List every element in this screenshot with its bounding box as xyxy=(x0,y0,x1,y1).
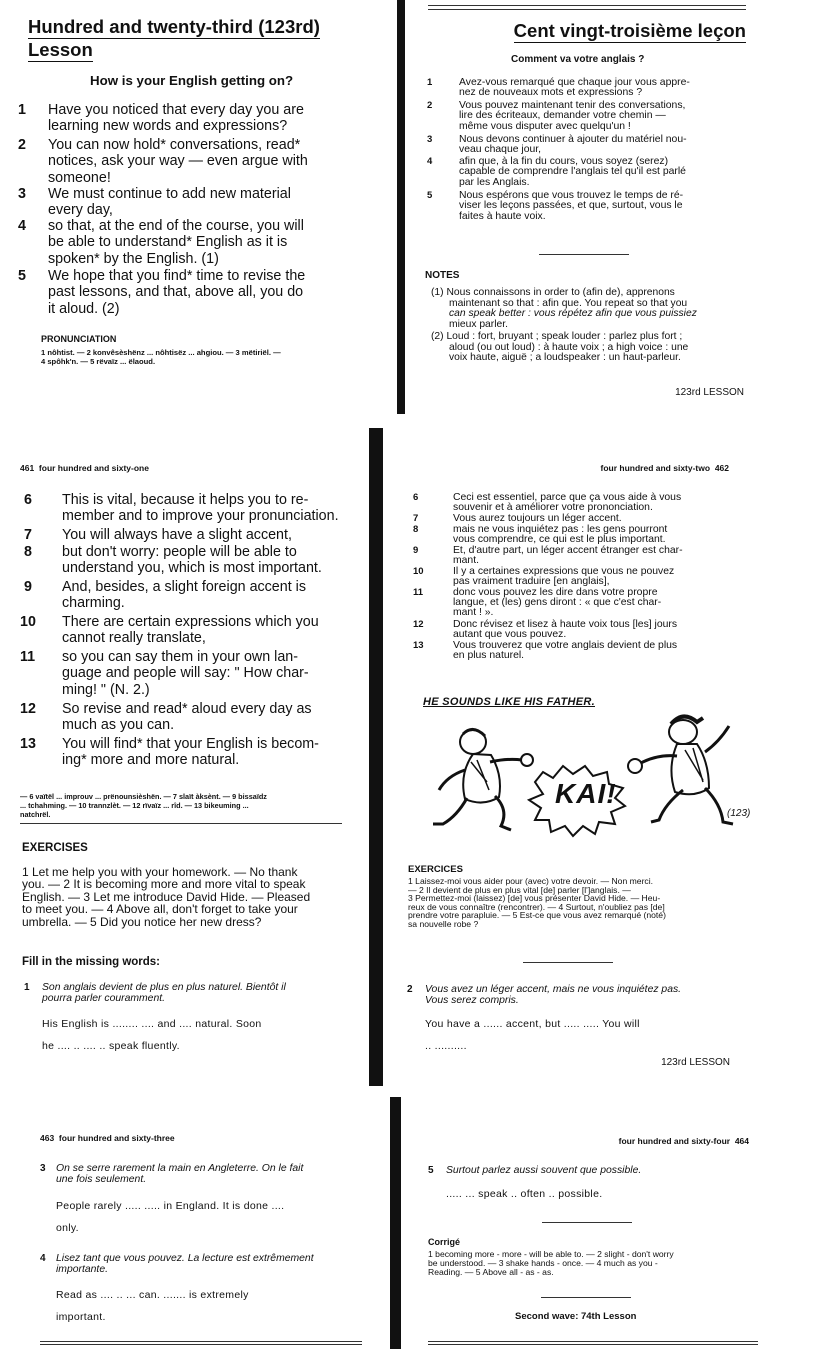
line-text: You will always have a slight accent, xyxy=(62,527,292,543)
dialogue-line xyxy=(16,492,361,527)
question-english-line[interactable]: His English is ........ .... and .... natural. Soon xyxy=(42,1018,262,1030)
dialogue-line xyxy=(16,614,361,649)
exercise-line: you. — 2 It is becoming more and more vital to speak xyxy=(22,877,306,892)
line-number: 5 xyxy=(427,190,433,201)
line-number: 5 xyxy=(18,268,26,284)
line-text: We must continue to add new material xyxy=(48,186,291,202)
page-463 xyxy=(0,1120,388,1349)
book-spine-bottom xyxy=(390,1097,401,1349)
line-text: ing* more and more natural. xyxy=(62,752,240,769)
exercices-heading: EXERCICES xyxy=(408,864,463,875)
question-english-line[interactable]: You have a ...... accent, but ..... ..... You will xyxy=(425,1018,640,1030)
notes-body xyxy=(431,288,749,364)
question-number: 4 xyxy=(40,1253,46,1264)
page-number: 461 xyxy=(20,463,35,473)
exercices-text xyxy=(408,877,753,929)
line-text: Et, d'autre part, un léger accent étranger est char- xyxy=(453,544,683,556)
note-line: maintenant so that : afin que. You repeat so that you xyxy=(449,297,688,309)
lecon-subtitle: Comment va votre anglais ? xyxy=(511,54,645,65)
dialogue-line xyxy=(409,514,739,525)
page-header xyxy=(619,1136,749,1146)
line-text: Donc révisez et lisez à haute voix tous [les] jours xyxy=(453,618,678,630)
dialogue-line xyxy=(409,620,739,641)
line-text: it aloud. (2) xyxy=(48,300,120,317)
question-french-line: Son anglais devient de plus en plus naturel. Bientôt il xyxy=(42,982,286,993)
line-number: 4 xyxy=(18,218,26,234)
french-dialogue-list xyxy=(423,78,753,222)
dialogue-line xyxy=(423,78,753,101)
note-line: (2) Loud : fort, bruyant ; speak louder : parlez plus fort ; xyxy=(431,331,683,342)
exercice-line: — 2 Il devient de plus en plus vital [de] parler [l']anglais. — xyxy=(408,884,631,895)
line-text: someone! xyxy=(48,169,111,186)
note-line: aloud (ou out loud) : à haute voix ; a high voice : une xyxy=(449,341,689,353)
question-french xyxy=(56,1163,303,1185)
dialogue-line xyxy=(12,218,372,268)
line-text: guage and people will say: " How char- xyxy=(62,665,309,682)
section-divider xyxy=(20,823,342,824)
line-number: 2 xyxy=(427,100,433,111)
page-number: 463 xyxy=(40,1133,55,1143)
line-text: lire des écriteaux, demander votre chemin — xyxy=(459,110,666,122)
line-number: 11 xyxy=(20,649,36,665)
exercise-line: English. — 3 Let me introduce David Hide. — Pleased xyxy=(22,889,311,904)
note-2 xyxy=(431,332,749,364)
page-number: 462 xyxy=(714,463,729,473)
dialogue-line xyxy=(16,736,361,769)
book-spine-middle xyxy=(369,428,383,1086)
line-number: 8 xyxy=(24,544,32,560)
line-text: So revise and read* aloud every day as xyxy=(62,701,312,717)
pronunciation-text xyxy=(20,792,360,819)
pronunciation-line: — 6 vaïtël ... improuv ... prënounsièshën. — 7 slaït àksènt. — 9 bissaïdz xyxy=(20,792,267,801)
question-english-line[interactable]: People rarely ..... ..... in England. It is done .... xyxy=(56,1200,285,1212)
lecon-title: Cent vingt-troisième leçon xyxy=(513,20,746,41)
bottom-rule xyxy=(428,1341,758,1345)
page-461 xyxy=(0,455,368,1095)
line-text: vous comprendre, ce qui est le plus important. xyxy=(453,533,666,545)
line-text: Nous devons continuer à ajouter du matériel nou- xyxy=(459,134,687,145)
dialogue-line xyxy=(12,137,372,186)
section-divider xyxy=(541,1297,631,1298)
line-text: Vous aurez toujours un léger accent. xyxy=(453,513,622,524)
line-text: Il y a certaines expressions que vous ne pouvez xyxy=(453,565,675,577)
line-text: viser les leçons passées, et que, surtout, vous le xyxy=(459,200,683,212)
dialogue-list xyxy=(12,102,372,317)
page-header xyxy=(20,463,149,473)
question-french-line: pourra parler couramment. xyxy=(42,993,166,1004)
exercise-line: umbrella. — 5 Did you notice her new dress? xyxy=(22,914,262,929)
line-number: 13 xyxy=(20,736,36,752)
dialogue-line xyxy=(16,527,361,544)
line-text: much as you can. xyxy=(62,717,175,734)
page-462 xyxy=(385,455,818,1095)
exercice-line: 3 Permettez-moi (laissez) [de] vous présenter David Hide. — Heu- xyxy=(408,893,661,904)
line-number: 9 xyxy=(413,544,419,556)
section-divider xyxy=(523,962,613,963)
note-line: mieux parler. xyxy=(449,318,508,330)
line-text: en plus naturel. xyxy=(453,649,525,661)
question-french xyxy=(425,984,681,1006)
page-464 xyxy=(403,1120,818,1349)
line-number: 6 xyxy=(413,492,419,503)
pronunciation-text xyxy=(41,348,381,366)
line-text: autant que vous pouvez. xyxy=(453,628,567,640)
line-text: pas vraiment traduire [en anglais], xyxy=(453,575,610,587)
dialogue-line xyxy=(423,157,753,191)
page-footer: 123rd LESSON xyxy=(675,387,744,398)
line-text: but don't worry: people will be able to xyxy=(62,544,297,560)
dialogue-line xyxy=(16,544,361,579)
dialogue-line xyxy=(423,191,753,222)
page-header xyxy=(601,463,729,473)
corrige-text xyxy=(428,1250,788,1277)
line-text: Vous pouvez maintenant tenir des conversations, xyxy=(459,100,686,111)
note-line: voix haute, aiguë ; a loudspeaker : un haut-parleur. xyxy=(449,352,681,363)
line-text: so that, at the end of the course, you will xyxy=(48,218,304,234)
left-figure-icon xyxy=(433,729,533,830)
dialogue-line xyxy=(409,567,739,588)
dialogue-line xyxy=(423,135,753,157)
section-divider xyxy=(539,254,629,255)
fill-heading: Fill in the missing words: xyxy=(22,956,161,968)
exercice-line: 1 Laissez-moi vous aider pour (avec) votre devoir. — Non merci. xyxy=(408,876,654,886)
line-text: langue, et (les) gens diront : « que c'est char- xyxy=(453,596,662,608)
line-number: 3 xyxy=(18,186,26,202)
question-french xyxy=(42,982,286,1004)
page-123rd-lesson-english xyxy=(0,0,395,420)
dialogue-line xyxy=(409,493,739,514)
question-english-line[interactable]: .. .......... xyxy=(425,1040,467,1052)
line-number: 2 xyxy=(18,137,26,153)
lesson-title-line1: Hundred and twenty-third (123rd) xyxy=(28,16,320,37)
second-wave-label: Second wave: 74th Lesson xyxy=(515,1311,637,1322)
exercises-text xyxy=(22,866,352,928)
line-text: notices, ask your way — even argue with xyxy=(48,153,308,170)
exercise-line: 1 Let me help you with your homework. — No thank xyxy=(22,865,298,879)
lesson-title-line2: Lesson xyxy=(28,39,93,60)
line-number: 12 xyxy=(20,701,36,717)
line-text: And, besides, a slight foreign accent is xyxy=(62,579,306,595)
line-text: cannot really translate, xyxy=(62,630,206,647)
line-text: charming. xyxy=(62,595,125,612)
line-number: 7 xyxy=(413,513,419,524)
notes-heading: NOTES xyxy=(425,270,460,281)
dialogue-line xyxy=(12,268,372,317)
line-number: 6 xyxy=(24,492,32,508)
page-number-words: four hundred and sixty-one xyxy=(38,463,149,473)
question-french xyxy=(56,1253,314,1275)
pronunciation-line: 4 spôhk'n. — 5 rëvaïz ... ëlaoud. xyxy=(41,357,156,366)
page-number: 464 xyxy=(734,1136,749,1146)
exercice-line: prendre votre parapluie. — 5 Est-ce que vous avez remarqué (noté) xyxy=(408,910,666,921)
page-number-words: four hundred and sixty-two xyxy=(600,463,711,473)
note-line: can speak better : vous répétez afin que vous puissiez xyxy=(449,308,697,319)
exercice-line: reux de vous connaître (rencontrer). — 4 Surtout, n'oubliez pas [de] xyxy=(408,901,665,912)
page-footer: 123rd LESSON xyxy=(661,1057,730,1068)
bottom-rule xyxy=(40,1341,362,1345)
cartoon-illustration xyxy=(415,690,765,840)
line-text: so you can say them in your own lan- xyxy=(62,649,299,665)
dialogue-line xyxy=(423,101,753,135)
dialogue-line xyxy=(12,102,372,137)
right-figure-icon xyxy=(628,716,733,824)
line-text: veau chaque jour, xyxy=(459,144,542,156)
cartoon-signature: (123) xyxy=(727,808,751,819)
line-text: There are certain expressions which you xyxy=(62,614,319,630)
pronunciation-heading: PRONUNCIATION xyxy=(41,334,117,344)
line-text: every day, xyxy=(48,202,113,219)
line-text: mant. xyxy=(453,554,479,566)
line-text: capable de comprendre l'anglais tel qu'il est parlé xyxy=(459,166,686,178)
question-english xyxy=(425,1013,640,1057)
question-number: 5 xyxy=(428,1165,434,1176)
line-text: Nous espérons que vous trouvez le temps de ré- xyxy=(459,190,684,201)
line-number: 10 xyxy=(413,565,424,577)
note-1 xyxy=(431,288,749,330)
line-text: Vous trouverez que votre anglais devient de plus xyxy=(453,639,678,651)
exercice-line: sa nouvelle robe ? xyxy=(408,918,479,929)
exercises-heading: EXERCISES xyxy=(22,842,88,854)
line-text: donc vous pouvez les dire dans votre propre xyxy=(453,586,658,598)
cartoon-shout: KAI! xyxy=(555,778,617,809)
line-text: même vous disputer avec quelqu'un ! xyxy=(459,120,631,132)
line-text: This is vital, because it helps you to re- xyxy=(62,492,309,508)
question-french-line: une fois seulement. xyxy=(56,1174,147,1185)
section-divider xyxy=(542,1222,632,1223)
corrige-line: 1 becoming more - more - will be able to. — 2 slight - don't worry xyxy=(428,1249,674,1259)
line-number: 3 xyxy=(427,134,433,145)
line-number: 11 xyxy=(413,586,424,598)
dialogue-line xyxy=(16,579,361,614)
lesson-subtitle: How is your English getting on? xyxy=(90,73,294,88)
line-text: learning new words and expressions? xyxy=(48,118,288,135)
question-number: 1 xyxy=(24,982,30,993)
line-text: Ceci est essentiel, parce que ça vous aide à vous xyxy=(453,492,682,503)
line-text: Have you noticed that every day you are xyxy=(48,102,304,118)
line-text: mant ! ». xyxy=(453,607,494,619)
line-text: ming! " (N. 2.) xyxy=(62,681,150,698)
page-header xyxy=(40,1133,175,1143)
question-english-line[interactable]: Read as .... .. ... can. ....... is extremely xyxy=(56,1289,249,1301)
line-number: 8 xyxy=(413,523,419,535)
question-english-line[interactable]: only. xyxy=(56,1222,79,1234)
line-text: faites à haute voix. xyxy=(459,210,546,222)
question-french-line: On se serre rarement la main en Angleterre. On le fait xyxy=(56,1163,304,1174)
cartoon-drawing xyxy=(415,690,765,840)
pronunciation-line: ... tchahming. — 10 trannzlèt. — 12 rïvaïz ... rîd. — 13 bikeuming ... xyxy=(20,801,249,810)
line-number: 9 xyxy=(24,579,32,595)
page-number-words: four hundred and sixty-three xyxy=(58,1133,175,1143)
question-french: Surtout parlez aussi souvent que possible. xyxy=(446,1165,642,1176)
question-french-line: Vous serez compris. xyxy=(425,995,519,1006)
dialogue-line xyxy=(12,186,372,218)
question-french-line: Vous avez un léger accent, mais ne vous inquiétez pas. xyxy=(425,984,682,995)
pronunciation-line: 1 nôhtist. — 2 konvêsèshënz ... nôhtisëz ... ahgiou. — 3 mëtiriël. — xyxy=(41,348,281,357)
french-dialogue-list xyxy=(409,493,739,661)
dialogue-line xyxy=(409,588,739,620)
cartoon-caption: HE SOUNDS LIKE HIS FATHER. xyxy=(423,696,595,708)
dialogue-list xyxy=(16,492,361,769)
question-french-line: importante. xyxy=(56,1264,108,1275)
line-number: 7 xyxy=(24,527,32,543)
question-english xyxy=(56,1195,284,1239)
line-number: 10 xyxy=(20,614,36,630)
corrige-line: be understood. — 3 shake hands - once. — 4 much as you - xyxy=(428,1258,658,1268)
line-text: understand you, which is most important. xyxy=(62,560,322,577)
dialogue-line xyxy=(409,641,739,662)
line-text: past lessons, and that, above all, you do xyxy=(48,284,304,301)
dialogue-line xyxy=(409,525,739,546)
pronunciation-line: natchrël. xyxy=(20,810,51,819)
question-english xyxy=(42,1013,262,1057)
line-text: par les Anglais. xyxy=(459,176,530,188)
question-english[interactable]: ..... ... speak .. often .. possible. xyxy=(446,1188,603,1200)
line-text: nez de nouveaux mots et expressions ? xyxy=(459,87,643,99)
page-123rd-lesson-french xyxy=(405,0,818,420)
line-text: member and to improve your pronunciation. xyxy=(62,508,339,525)
line-text: You will find* that your English is becom- xyxy=(62,736,319,752)
line-number: 1 xyxy=(427,77,433,88)
line-number: 4 xyxy=(427,156,433,167)
line-number: 1 xyxy=(18,102,26,118)
question-english-line[interactable]: important. xyxy=(56,1311,106,1323)
line-text: You can now hold* conversations, read* xyxy=(48,137,301,153)
line-text: Avez-vous remarqué que chaque jour vous appre- xyxy=(459,77,690,88)
corrige-line: Reading. — 5 Above all - as - as. xyxy=(428,1267,554,1277)
lesson-title xyxy=(28,16,320,62)
line-text: afin que, à la fin du cours, vous soyez (serez) xyxy=(459,156,669,167)
question-english xyxy=(56,1284,249,1328)
question-english-line[interactable]: he .... .. .... .. speak fluently. xyxy=(42,1040,180,1052)
line-number: 12 xyxy=(413,618,424,630)
dialogue-line xyxy=(16,649,361,701)
dialogue-line xyxy=(409,546,739,567)
corrige-heading: Corrigé xyxy=(428,1237,461,1247)
exercise-line: to meet you. — 4 Above all, don't forget to take your xyxy=(22,902,298,917)
page-number-words: four hundred and sixty-four xyxy=(618,1136,731,1146)
line-text: mais ne vous inquiétez pas : les gens pourront xyxy=(453,523,668,535)
note-line: (1) Nous connaissons in order to (afin de), apprenons xyxy=(431,287,675,298)
question-number: 2 xyxy=(407,984,413,995)
line-text: We hope that you find* time to revise the xyxy=(48,268,306,284)
dialogue-line xyxy=(16,701,361,736)
line-text: be able to understand* English as it is xyxy=(48,234,288,251)
question-french-line: Lisez tant que vous pouvez. La lecture est extrêmement xyxy=(56,1253,314,1264)
line-number: 13 xyxy=(413,639,424,651)
line-text: souvenir et à améliorer votre prononciation. xyxy=(453,502,653,514)
question-number: 3 xyxy=(40,1163,46,1174)
line-text: spoken* by the English. (1) xyxy=(48,250,219,267)
book-spine-top xyxy=(397,0,405,414)
